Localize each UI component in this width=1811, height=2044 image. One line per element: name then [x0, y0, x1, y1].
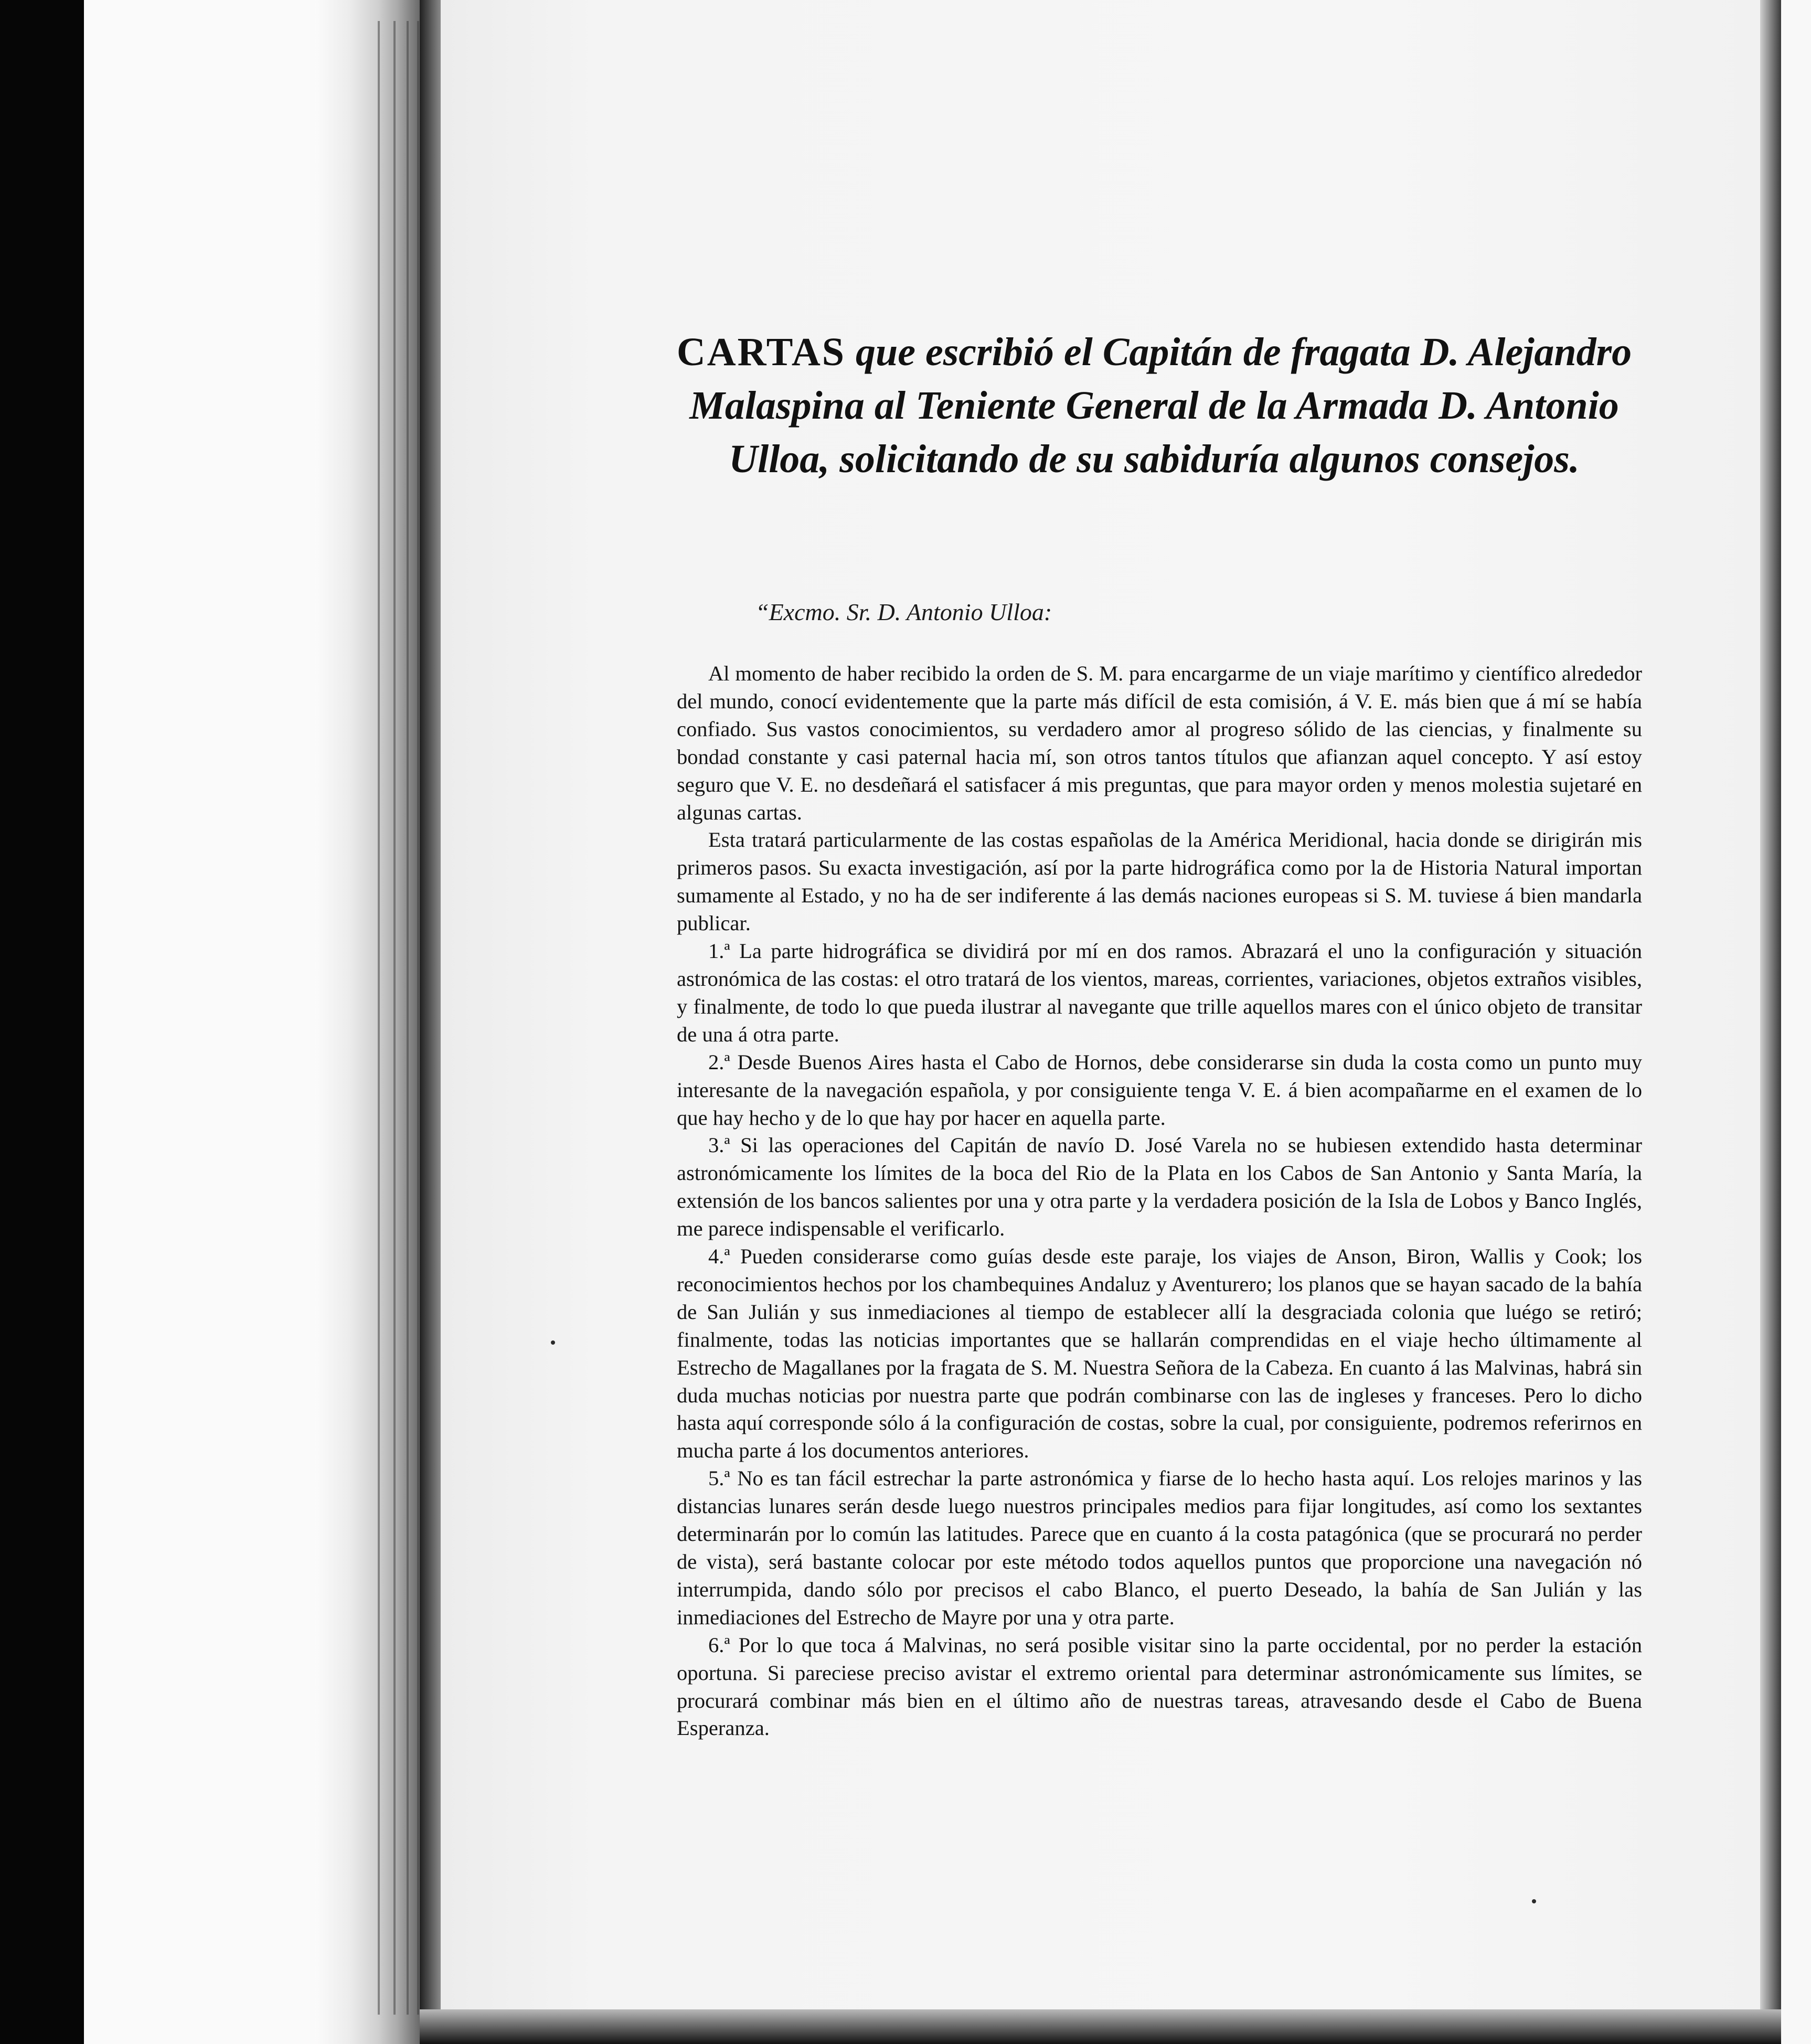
letter-body	[677, 660, 1642, 1742]
paper-speck	[1532, 1899, 1536, 1903]
paragraph-point-2: 2.ª Desde Buenos Aires hasta el Cabo de Hornos, debe considerarse sin duda la costa como un punto muy interesante de la navegación española, y por consiguiente tenga V. E. á bien acompañarme en el examen de lo que hay hecho y de lo que hay por hacer en aquella parte.	[677, 1050, 1642, 1130]
paragraph-point-4: 4.ª Pueden considerarse como guías desde este paraje, los viajes de Anson, Biron, Wallis y Cook; los reconocimientos hechos por los chambequines Andaluz y Aventurero; los planos que se hayan sacado de la bahía de San Julián y sus inmediaciones al tiempo de establecer allí la desgraciada colonia que luégo se retiró; finalmente, todas las noticias importantes que se hallarán comprendidas en el viaje hecho últimamente al Estrecho de Magallanes por la fragata de S. M. Nuestra Señora de la Cabeza. En cuanto á las Malvinas, habrá sin duda muchas noticias por nuestra parte que podrán combinarse con las de ingleses y franceses. Pero lo dicho hasta aquí corresponde sólo á la configuración de costas, sobre la cual, por consiguiente, podremos referirnos en mucha parte á los documentos anteriores.	[677, 1244, 1642, 1463]
paragraph-point-6: 6.ª Por lo que toca á Malvinas, no será posible visitar sino la parte occidental, por no perder la estación oportuna. Si pareciese preciso avistar el extremo oriental para determinar astronómicamente sus límites, se procurará combinar más bien en el último año de nuestras tareas, atravesando desde el Cabo de Buena Esperanza.	[677, 1633, 1642, 1740]
paragraph-point-1: 1.ª La parte hidrográfica se dividirá por mí en dos ramos. Abrazará el uno la configuración y situación astronómica de las costas: el otro tratará de los vientos, mareas, corrientes, variaciones, objetos extraños visibles, y finalmente, de todo lo que pueda ilustrar al navegante que trille aquellos mares con el único objeto de transitar de una á otra parte.	[677, 939, 1642, 1046]
paper-speck	[551, 1340, 555, 1345]
right-margin-background	[1781, 0, 1811, 2044]
document-title	[661, 325, 1647, 486]
book-page-edges	[315, 0, 430, 2044]
page-bottom-edge	[420, 2009, 1784, 2044]
paragraph-point-3: 3.ª Si las operaciones del Capitán de navío D. José Varela no se hubiesen extendido hasta determinar astronómicamente los límites de la boca del Rio de la Plata en los Cabos de San Antonio y Santa María, la extensión de los bancos salientes por una y otra parte y la verdadera posición de la Isla de Lobos y Banco Inglés, me parece indispensable el verificarlo.	[677, 1133, 1642, 1241]
salutation: “Excmo. Sr. D. Antonio Ulloa:	[755, 599, 1052, 625]
paragraph-point-5: 5.ª No es tan fácil estrechar la parte astronómica y fiarse de lo hecho hasta aquí. Los relojes marinos y las distancias lunares serán desde luego nuestros principales medios para fijar longitudes, así como los sextantes determinarán por lo común las latitudes. Parece que en cuanto á la costa patagónica (que se procurará no perder de vista), será bastante colocar por este método todos aquellos puntos que proporcione una navegación nó interrumpida, dando sólo por precisos el cabo Blanco, el puerto Deseado, la bahía de San Julián y las inmediaciones del Estrecho de Mayre por una y otra parte.	[677, 1466, 1642, 1629]
paragraph-scope: Esta tratará particularmente de las costas españolas de la América Meridional, hacia donde se dirigirán mis primeros pasos. Su exacta investigación, así por la parte hidrográfica como por la de Historia Natural importan sumamente al Estado, y no ha de ser indiferente á las demás naciones europeas si S. M. tuviese á bien mandarla publicar.	[677, 828, 1642, 935]
title-italic: que escribió el Capitán de fragata D. Alejandro Malaspina al Teniente General de la Armada D. Antonio Ulloa, solicitando de su sabiduría algunos consejos.	[689, 330, 1632, 481]
title-caps: CARTAS	[676, 330, 846, 374]
spine-shadow	[420, 0, 441, 2044]
page-right-edge	[1760, 0, 1781, 2020]
paragraph-intro: Al momento de haber recibido la orden de S. M. para encargarme de un viaje marítimo y científico alrededor del mundo, conocí evidentemente que la parte más difícil de esta comisión, á V. E. más bien que á mí se había confiado. Sus vastos conocimientos, su verdadero amor al progreso sólido de las ciencias, y finalmente su bondad constante y casi paternal hacia mí, son otros tantos títulos que afianzan aquel concepto. Y así estoy seguro que V. E. no desdeñará el satisfacer á mis preguntas, que para mayor orden y menos molestia sujetaré en algunas cartas.	[677, 662, 1642, 824]
